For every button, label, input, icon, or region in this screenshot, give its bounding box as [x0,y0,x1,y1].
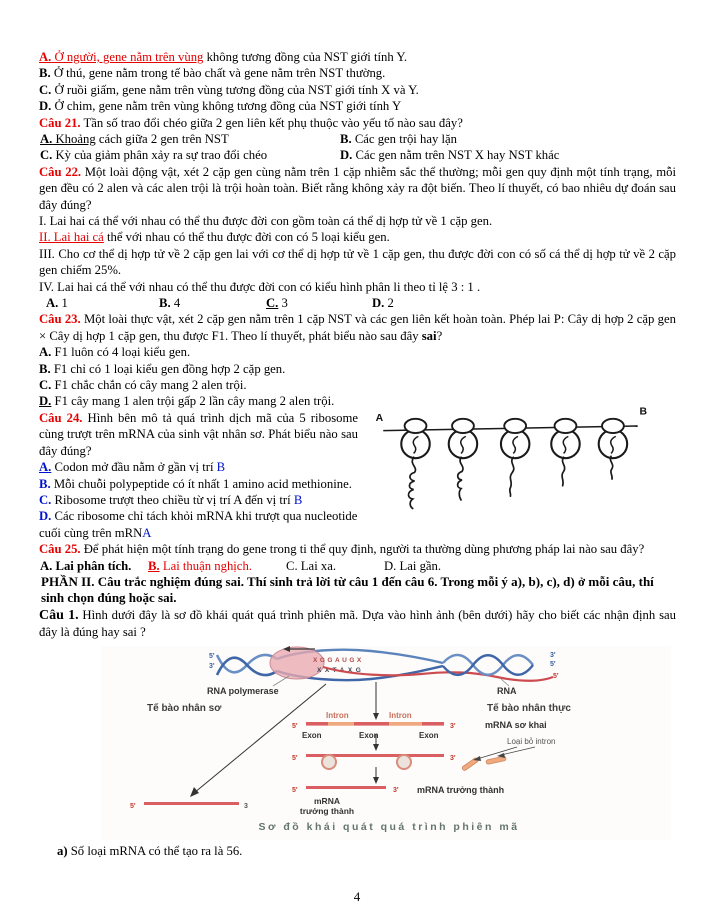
question-22-options-row [39,295,676,311]
option-letter: D. [39,394,52,409]
question-text: Một loài động vật, xét 2 cặp gen cùng nằm trên 1 cặp nhiễm sắc thể thường; mỗi gen quy định một tính trạng, mỗi gen đều có 2 alen và các alen trội là trội hoàn toàn. Biết rằng không xảy ra đột biến. Theo lí thuyết, có bao nhiêu dự đoán sau đây đúng? [39,164,676,212]
five-prime-label: 5' [550,660,556,668]
option-letter: B. [148,558,160,573]
option-text-highlighted: Ở người, gene nằm trên vùng [51,50,204,64]
option-letter: D. [372,296,385,311]
intron-label: Intron [389,710,412,720]
dna-sequence-letters: XXTAXG [317,666,365,674]
option-text: 4 [170,296,181,311]
dna-strand [217,657,277,674]
option-text: Lai thuận nghịch. [159,558,252,573]
rna-sequence-letters: XGGAUGX [313,656,364,664]
option-text: F1 cây mang 1 alen trội gấp 2 lần cây mang 2 alen trội. [51,394,335,409]
three-prime-label: 3' [550,651,556,659]
mature-mrna-stacked-label-line2: trưởng thành [299,805,355,816]
option-text: không tương đồng của NST giới tính Y. [203,50,408,64]
option-text: Ribosome trượt theo chiều từ vị trí A đến vị trí [51,492,294,507]
question-mark: ? [436,328,443,343]
option-letter: C. [266,296,279,311]
prokaryote-mrna-bar [144,802,239,805]
option-text: Codon mở đầu nằm ở gần vị trí [51,460,217,475]
question-text: Để phát hiện một tính trạng do gene trong ti thể quy định, người ta thường dùng phương pháp lai nào sau đây? [80,542,645,557]
option-a [39,344,676,360]
statement-3: III. Cho cơ thể dị hợp tử về 2 cặp gen lai với cơ thể dị hợp tử về 1 cặp gen, thu được đời con có số cá thể dị hợp tử về 2 cặp gen chiếm 25%. [39,246,676,278]
prev-question-option-b [39,65,676,81]
question-text: Hình bên mô tả quá trình dịch mã của 5 ribosome cùng trượt trên mRNA của sinh vật nhân sơ. Phát biểu nào sau đây đúng? [39,410,358,458]
ribosome [599,419,627,479]
option-b [148,558,252,574]
option-text-underlined: Khoảng [52,132,96,147]
question-number: Câu 21. [39,115,81,130]
five-prime-label: 5' [209,652,215,660]
arrowhead [190,787,199,797]
question-keyword: sai [421,328,437,343]
rna-label: RNA [497,685,517,696]
question-number: Câu 24. [39,410,83,425]
option-text: F1 chắc chắn có cây mang 2 alen trội. [51,378,247,393]
polypeptide-chain [409,457,416,508]
option-a: A. Lai phân tích. [40,558,132,573]
statement-2 [39,229,676,245]
option-c [40,147,267,163]
ribosome-figure [364,406,654,518]
arrowhead [373,744,379,751]
question-22 [39,164,676,213]
ribosome [501,419,529,496]
option-letter: C. [39,492,52,507]
statement-text-highlighted: II. Lai hai cá [39,230,104,245]
three-prime-label: 3' [450,754,456,762]
question-text: Một loài thực vật, xét 2 cặp gen nằm trên 1 cặp NST và các gen liên kết hoàn toàn. Phép lai P: Cây dị hợp 2 cặp gen × Cây dị hợp 1 cặp gen, thu được F1. Theo lí thuyết, phát biểu nào sau đây [39,312,676,343]
ribosome [449,419,477,500]
question-24-block [39,406,676,541]
intron-lariat-loop [322,755,336,769]
option-letter: A. [46,296,59,311]
figure-label-a: A [375,413,384,425]
question-number: Câu 1. [39,607,79,623]
option-c [39,377,676,393]
rna-polymerase-label: RNA polymerase [207,685,279,696]
position-reference: B [293,492,303,507]
exam-content [39,49,676,859]
mature-mrna-stacked-label-line1: mRNA [314,795,340,806]
question-21 [39,115,676,131]
ribosome [401,419,429,509]
prev-question-option-c [39,82,676,98]
option-letter: D. [340,148,353,163]
option-letter: C. [40,148,53,163]
figure-caption: Sơ đồ khái quát quá trình phiên mã [258,820,520,833]
option-letter: B. [39,476,51,491]
intron-segment [389,722,422,726]
option-text: 3 [278,296,288,311]
five-prime-label: 5' [292,722,298,730]
option-letter: B. [159,296,171,311]
three-prime-label: 3' [209,662,215,670]
statement-4: IV. Lai hai cá thể với nhau có thể thu được đời con có kiểu hình phân li theo tỉ lệ 3 : 1 . [39,279,481,294]
question-1 [39,607,676,641]
question-number: Câu 23. [39,312,81,327]
mature-mrna-label: mRNA trưởng thành [417,784,505,795]
five-prime-label: 5' [553,672,559,680]
figure-label-b: B [639,406,648,418]
option-text: F1 chỉ có 1 loại kiểu gen đồng hợp 2 cặp gen. [50,361,286,376]
transcription-diagram [101,646,671,836]
polypeptide-chain [562,457,565,485]
polypeptide-chain [510,457,514,496]
statement-a [39,843,676,859]
arrowhead [373,713,379,720]
statement-text: thể với nhau có thể thu được đời con có 5 loại kiểu gen. [103,230,390,245]
exon-label: Exon [419,730,439,740]
option-text: Mỗi chuỗi polypeptide có ít nhất 1 amino acid methionine. [50,476,352,491]
question-number: Câu 25. [39,542,81,557]
statement-text: Số loại mRNA có thể tạo ra là 56. [67,843,243,858]
option-letter: D. [39,99,52,114]
ribosome [551,419,579,486]
option-letter: D. [39,509,52,524]
three-prime-label: 3' [450,722,456,730]
pre-mrna-bar [306,722,444,726]
remove-intron-label: Loại bỏ intron [507,736,556,746]
option-text: Ở thú, gene nằm trong tế bào chất và gene nằm trên NST thường. [50,66,386,81]
intron-segment [328,722,354,726]
option-a [46,295,68,311]
statement-1: I. Lai hai cá thể với nhau có thể thu được đời con gồm toàn cá thể dị hợp tử về 1 cặp gen. [39,214,493,229]
option-text: Kỳ của giảm phân xảy ra sự trao đổi chéo [52,148,268,163]
pointer-line [501,747,535,755]
mature-mrna-bar [306,786,386,789]
page-number: 4 [353,889,361,904]
three-end-label: 3 [244,802,248,810]
question-text: Hình dưới đây là sơ đồ khái quát quá trình phiên mã. Dựa vào hình ảnh (bên dưới) hãy cho biết các nhận định sau đây là đúng hay sai ? [39,607,676,640]
option-letter: A. [39,460,52,475]
option-text: Các gen nằm trên NST X hay NST khác [352,148,560,163]
polypeptide-chain [458,457,463,500]
pre-mrna-label: mRNA sơ khai [485,719,547,730]
intron-lariat-loop [397,755,411,769]
exon-label: Exon [359,730,379,740]
question-23 [39,311,676,344]
option-d [340,147,559,163]
question-21-options-row-1 [39,131,676,147]
pointer-line [273,676,289,686]
part-2-heading: PHẦN II. Câu trắc nghiệm đúng sai. Thí sinh trả lời từ câu 1 đến câu 6. Trong mỗi ý a), b), c), d) ở mỗi câu, thí sinh chọn đúng hoặc sai. [41,573,654,606]
option-letter: B. [39,361,51,376]
prev-question-option-d [39,98,676,114]
option-text: Ở chim, gene nằm trên vùng không tương đồng của NST giới tính Y [51,99,402,114]
question-21-options-row-2 [39,147,676,163]
option-c: C. Lai xa. [286,558,337,573]
option-letter: C. [39,82,52,97]
polypeptide-chain [610,456,612,479]
question-25 [39,541,676,557]
option-text: Ở ruồi giấm, gene nằm trên vùng tương đồng của NST giới tính X và Y. [51,82,419,97]
option-letter: B. [340,132,352,147]
option-d [372,295,394,311]
option-text: 2 [384,296,394,311]
question-25-options-row [39,558,676,574]
option-letter: A. [40,132,53,147]
position-reference: A [142,525,152,540]
option-text: Các ribosome chỉ tách khỏi mRNA khi trượt qua nucleotide cuối cùng trên mRN [39,509,358,540]
option-text: cách giữa 2 gen trên NST [95,132,229,147]
arrowhead [373,777,379,784]
option-letter: C. [39,378,52,393]
option-a [40,131,229,147]
option-b [159,295,180,311]
eukaryote-cell-label: Tế bào nhân thực [487,702,571,714]
option-b [340,131,457,147]
position-reference: B [216,460,226,475]
five-prime-label: 5' [292,754,298,762]
option-b [39,361,676,377]
option-letter: A. [39,50,52,64]
prokaryote-cell-label: Tế bào nhân sơ [147,702,222,714]
option-letter: A. [39,345,52,360]
option-letter: B. [39,66,51,81]
option-c [266,295,288,311]
statement-letter: a) [57,843,68,858]
five-prime-label: 5' [130,802,136,810]
prev-question-option-a [39,49,676,65]
transcription-figure [101,646,671,840]
option-text: F1 luôn có 4 loại kiểu gen. [51,345,191,360]
option-text: 1 [58,296,68,311]
option-d: D. Lai gần. [384,558,442,573]
exon-label: Exon [302,730,322,740]
five-prime-label: 5' [292,786,298,794]
option-text: Các gen trội hay lặn [351,132,457,147]
question-text: Tần số trao đổi chéo giữa 2 gen liên kết phụ thuộc vào yếu tố nào sau đây? [80,115,463,130]
intron-label: Intron [326,710,349,720]
ribosome-diagram [364,406,654,518]
question-number: Câu 22. [39,164,82,179]
three-prime-label: 3' [393,786,399,794]
